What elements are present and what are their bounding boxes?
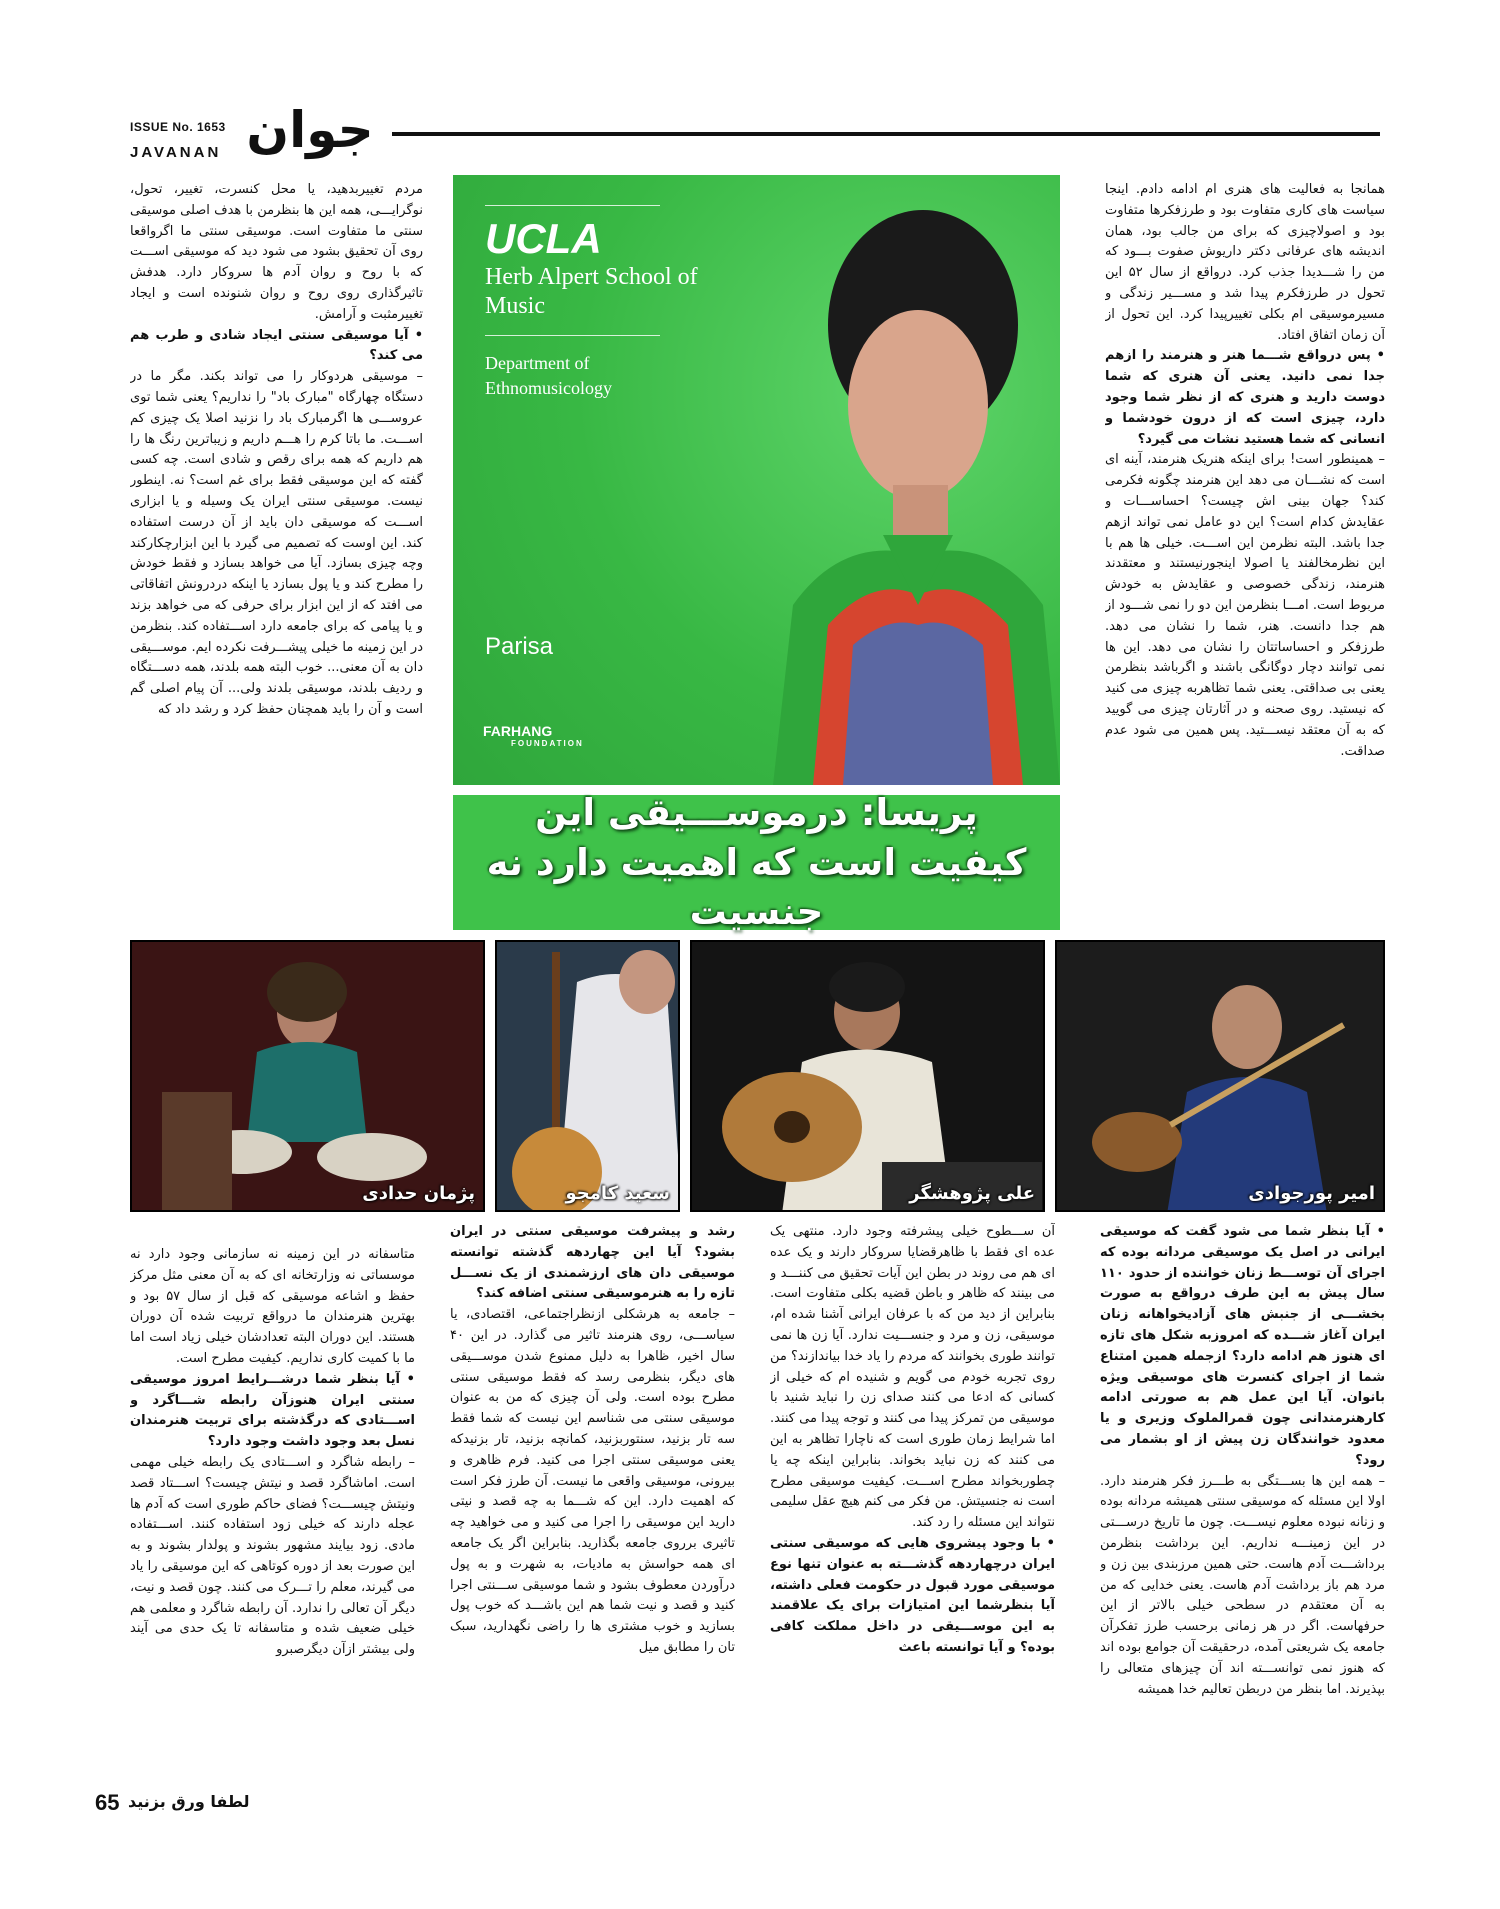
cover-divider	[485, 335, 660, 336]
article-column-bottom-3	[450, 1222, 735, 1782]
cover-department: Department of Ethnomusicology	[485, 353, 612, 399]
interview-answer: همانجا به فعالیت های هنری ام ادامه دادم. اینجا سیاست های کاری متفاوت بود و طرزفکرها متفاوت بود و اصولاچیزی که برای من جالب بود، همان اندیشه های عرفانی دکتر داریوش صفوت بـــود که من را شـــدیدا جذب کرد. درواقع از سال ۵۲ این تحول در طرزفکرم پیدا شد و مســـیر زندگی و مسیرموسیقی ام بکلی تغییرپیدا کرد. این تحول از آن زمان اتفاق افتاد.	[1105, 182, 1385, 343]
sponsor-logo	[483, 723, 584, 748]
photo-caption: پژمان حدادی	[362, 1183, 475, 1204]
article-column-bottom-2	[770, 1222, 1055, 1782]
cover-school: Herb Alpert School of Music	[485, 264, 698, 319]
article-column-top-right	[1105, 180, 1385, 940]
interview-answer: – همه این ها بســـتگی به طـــرز فکر هنرمند دارد. اولا این مسئله که موسیقی سنتی همیشه مردانه بوده و زنانه نبوده معلوم نیســـت. چون ما تاریخ درســـتی در این زمینـــه نداریم. این برداشت بنظرمن برداشـــت آدم هاست. حتی همین مرزبندی بین زن و مرد هم باز برداشت آدم هاست. یعنی خدایی که من به آن معتقدم در سطحی خیلی بالاتر از این حرفهاست. اگر در هر زمانی برحسب طرز تفکرآن جامعه یک شریعتی آمده، درحقیقت آن جوامع بوده اند که هنوز نمی توانســـته اند آن چیزهای متعالی را بپذیرند. اما بنظر من دربطن تعالیم خدا همیشه	[1100, 1473, 1385, 1697]
header-rule	[392, 132, 1380, 136]
article-column-bottom-4	[130, 1245, 415, 1785]
sponsor-sub: FOUNDATION	[511, 739, 584, 748]
cover-artist: Parisa	[485, 633, 554, 660]
photo-saeed-kamjoo	[495, 940, 680, 1212]
headline: پریسا: درموســـیقی این کیفیت است که اهمیت دارد نه جنسیت	[486, 790, 1027, 934]
photo-amir-pourjavadi	[1055, 940, 1385, 1212]
sponsor-name: FARHANG	[483, 723, 553, 739]
photo-caption: امیر پورجوادی	[1248, 1183, 1375, 1204]
interview-answer: متاسفانه در این زمینه نه سازمانی وجود دارد نه موسساتی نه وزارتخانه ای که به آن معنی مثل مرکز حفظ و اشاعه موسیقی که قبل از سال ۵۷ بود و بهترین هنرمندان ما درواقع تربیت شده آن دوران هستند. این دوران البته تعدادشان خیلی زیاد است اما ما با کمیت کاری نداریم. کیفیت مطرح است.	[130, 1247, 415, 1366]
photo-pejman-hadadi	[130, 940, 485, 1212]
page-number: 65	[95, 1790, 120, 1815]
headline-box	[453, 790, 1060, 934]
article-column-top-left	[130, 180, 423, 920]
interview-question: • آیا موسیقی سنتی ایجاد شادی و طرب هم می کند؟	[130, 327, 423, 364]
photo-illustration	[497, 942, 680, 1212]
turn-page-note: لطفا ورق بزنید	[128, 1792, 250, 1811]
interview-answer: آن ســـطوح خیلی پیشرفته وجود دارد. منتهی یک عده ای فقط با ظاهرقضایا سروکار دارند و یک عده ای هم می روند در بطن این آیات تحقیق می کننـــد و می بینند که ظاهر و باطن قضیه بکلی متفاوت است. بنابراین از دید من که با عرفان ایرانی آشنا شده ام، موسیقی، زن و مرد و جنســـیت ندارد. آیا زن ها نمی توانند طوری بخوانند که مردم را یاد خدا بیاندازند؟ من روی تجربه خودم می گویم و شنیده ام که خیلی از کسانی که ادعا می کنند صدای زن را نباید شنید با موسیقی من تمرکز پیدا می کنند و توجه پیدا می کنند. اما شرایط زمان طوری است که ناچارا تظاهر به این می کنند که زن نباید بخواند. بنابراین اینکه چه یا چطوربخواند مطرح اســـت. کیفیت موسیقی مطرح است نه جنسیتش. من فکر می کنم هیچ عقل سلیمی نتواند این مسئله را رد کند.	[770, 1224, 1055, 1531]
photo-illustration	[692, 942, 1045, 1212]
cover-brand: UCLA	[485, 215, 602, 262]
photo-caption: علی پژوهشگر	[909, 1183, 1035, 1204]
interview-answer: – رابطه شاگرد و اســـتادی یک رابطه خیلی مهمی است. اماشاگرد قصد و نیتش چیست؟ اســـتاد قصد ونیتش چیســـت؟ فضای حاکم طوری است که آدم ها عجله دارند که خیلی زود استفاده کنند. اســـتفاده مادی. زود بیایند مشهور بشوند و پولدار بشوند و به این صورت بعد از دوره کوتاهی که این موسیقی را یاد می گیرند، معلم را تـــرک می کنند. چون قصد و نیت، دیگر آن تعالی را ندارد. آن رابطه شاگرد و معلمی هم خیلی ضعیف شده و متاسفانه تا یک حدی می آیند ولی بیشتر ازآن دیگرصبرو	[130, 1454, 415, 1658]
interview-answer: – همینطور است! برای اینکه هنریک هنرمند، آینه ای است که نشـــان می دهد این هنرمند چگونه فکرمی کند؟ جهان بینی اش چیست؟ احساســـات و عقایدش کدام است؟ این دو عامل نمی تواند ازهم جدا باشد. البته نظرمن این اســـت. خیلی ها هم با این نظرمخالفند یا اصولا اینجورنیستند و معتقدند هنرمند، زندگی خصوصی و عقایدش به خودش مربوط است. امـــا بنظرمن این دو را نمی شـــود از هم جدا دانست. هنر، شما را نشان می دهد. طرزفکر و احساساتتان را نشان می دهد. این ها نمی توانند دچار دوگانگی باشند و اگرباشد بنظرمن یعنی بی صداقتی. یعنی شما تظاهربه چیزی می کنید که نیستید. روی صحنه و در آثارتان چیزی می گویید که به آن معتقد نیســـتید. پس همین می شود عدم صداقت.	[1105, 452, 1385, 759]
photo-ali-pajooheshgar	[690, 940, 1045, 1212]
interview-question: • آیا بنظر شما می شود گفت که موسیقی ایرانی در اصل یک موسیقی مردانه بوده که اجرای آن توســـط زنان خواننده از حدود ۱۱۰ سال پیش به این طرف درواقع به صورت بخشـــی از جنبش های آزادیخواهانه زنان ایران آغاز شـــده که امروزبه شکل های تازه ای هنوز هم ادامه دارد؟ ازجمله همین امتناع شما از اجرای کنسرت های موسیقی ویژه بانوان. آیا این عمل هم به صورتی ادامه کارهنرمندانی چون قمرالملوک وزیری و یا معدود خوانندگان زن پیش از او بشمار می رود؟	[1100, 1224, 1385, 1468]
issue-number: ISSUE No. 1653	[130, 120, 226, 134]
interview-question: • با وجود پیشروی هایی که موسیقی سنتی ایران درچهاردهه گذشـــته به عنوان تنها نوع موسیقی مورد قبول در حکومت فعلی داشته، آیا بنظرشما این امتیازات برای یک علاقمند به این موســـیقی در داخل مملکت کافی بوده؟ و آیا توانسته باعث	[770, 1535, 1055, 1655]
portrait-illustration	[753, 175, 1060, 785]
javan-logo: جوان	[246, 101, 374, 159]
photo-illustration	[1057, 942, 1385, 1212]
publication-name: JAVANAN	[130, 144, 222, 161]
interview-question: رشد و پیشرفت موسیقی سنتی در ایران بشود؟ آیا این چهاردهه گذشته توانسته موسیقی دان های ارزشمندی از یک نســـل تازه را به هنرموسیقی سنتی اضافه کند؟	[450, 1224, 735, 1302]
interview-answer: – جامعه به هرشکلی ازنظراجتماعی، اقتصادی، یا سیاســـی، روی هنرمند تاثیر می گذارد. در این ۴۰ سال اخیر، ظاهرا به دلیل ممنوع شدن موســـیقی های دیگر، بنظرمی رسد که فقط موسیقی سنتی مطرح بوده است. ولی آن چیزی که من به عنوان موسیقی سنتی می شناسم این نیست که شما فقط سه تار بزنید، سنتوربزنید، کمانچه بزنید، تار بزنیدکه یعنی موسیقی سنتی اجرا می کنید. فرم ظاهری و بیرونی، موسیقی واقعی ما نیست. آن طرز فکر است که اهمیت دارد. این که شـــما به چه قصد و نیتی دارید این موسیقی را اجرا می کنید و می خواهید چه تاثیری برروی جامعه بگذارید. بنابراین اگر یک جامعه ای همه حواسش به مادیات، به شهرت و به پول درآوردن معطوف بشود و شما موسیقی ســـنتی اجرا کنید و قصد و نیت شما هم این باشـــد که خوب پول بسازید و خوب مشتری ها را راضی نگهدارید، سبک تان را مطابق میل	[450, 1307, 735, 1655]
article-column-bottom-1	[1100, 1222, 1385, 1782]
interview-question: • پس درواقع شـــما هنر و هنرمند را ازهم جدا نمی دانید. یعنی آن هنری که شما دوست دارید و هنری که از نظر شما وجود دارد، چیزی است که از درون خودشما و انسانی که شما هستید نشات می گیرد؟	[1105, 348, 1385, 447]
interview-answer: مردم تغییربدهید، یا محل کنسرت، تغییر، تحول، نوگرایـــی، همه این ها بنظرمن با هدف اصلی موسیقی سنتی ما متفاوت است. موسیقی سنتی ما اگرواقعا روی آن تحقیق بشود می شود دید که موسیقی اســـت که با روح و روان آدم ها سروکار دارد. هدفش تاثیرگذاری روی روح و روان شنونده است و ایجاد تغییرمثبت و آرامش.	[130, 182, 423, 322]
photo-caption: سعید کامجو	[565, 1183, 670, 1204]
cover-divider	[485, 205, 660, 206]
album-cover	[453, 175, 1060, 785]
interview-question: • آیا بنظر شما درشـــرایط امروز موسیقی سنتی ایران هنوزآن رابطه شـــاگرد و اســـتادی که درگذشته برای تربیت هنرمندان نسل بعد وجود داشت وجود دارد؟	[130, 1371, 415, 1450]
photo-illustration	[132, 942, 485, 1212]
interview-answer: – موسیقی هردوکار را می تواند بکند. مگر ما در دستگاه چهارگاه "مبارک باد" را نداریم؟ یعنی شما توی عروســـی ها اگرمبارک باد را نزنید اصلا یک چیزی کم اســـت. ما باتا کرم را هـــم داریم و زیباترین رنگ ها را هم داریم که همه برای رقص و شادی است. چه کسی گفته که این موسیقی فقط برای غم است؟ نه. اینطور نیست. موسیقی سنتی ایران یک وسیله و یا ابزاری اســـت که موسیقی دان باید از آن درست استفاده کند. این اوست که تصمیم می گیرد با این ابزارچکارکند وچه چیزی بسازد. آیا می خواهد بسازد و فقط خودش را مطرح کند و یا پول بسازد یا اینکه دردرونش اتفاقاتی می افتد که از این ابزار برای حرفی که می خواهد بزند و یا پیامی که برای جامعه دارد اســـتفاده کند. بنظرمن در این زمینه ما خیلی پیشـــرفت نکرده ایم. موســـیقی دان به آن معنی... خوب البته همه بلدند، همه دســـتگاه و ردیف بلدند، موسیقی بلدند ولی... آن پیام اصلی گم است و آن را باید همچنان حفظ کرد و رشد داد که	[130, 369, 423, 717]
